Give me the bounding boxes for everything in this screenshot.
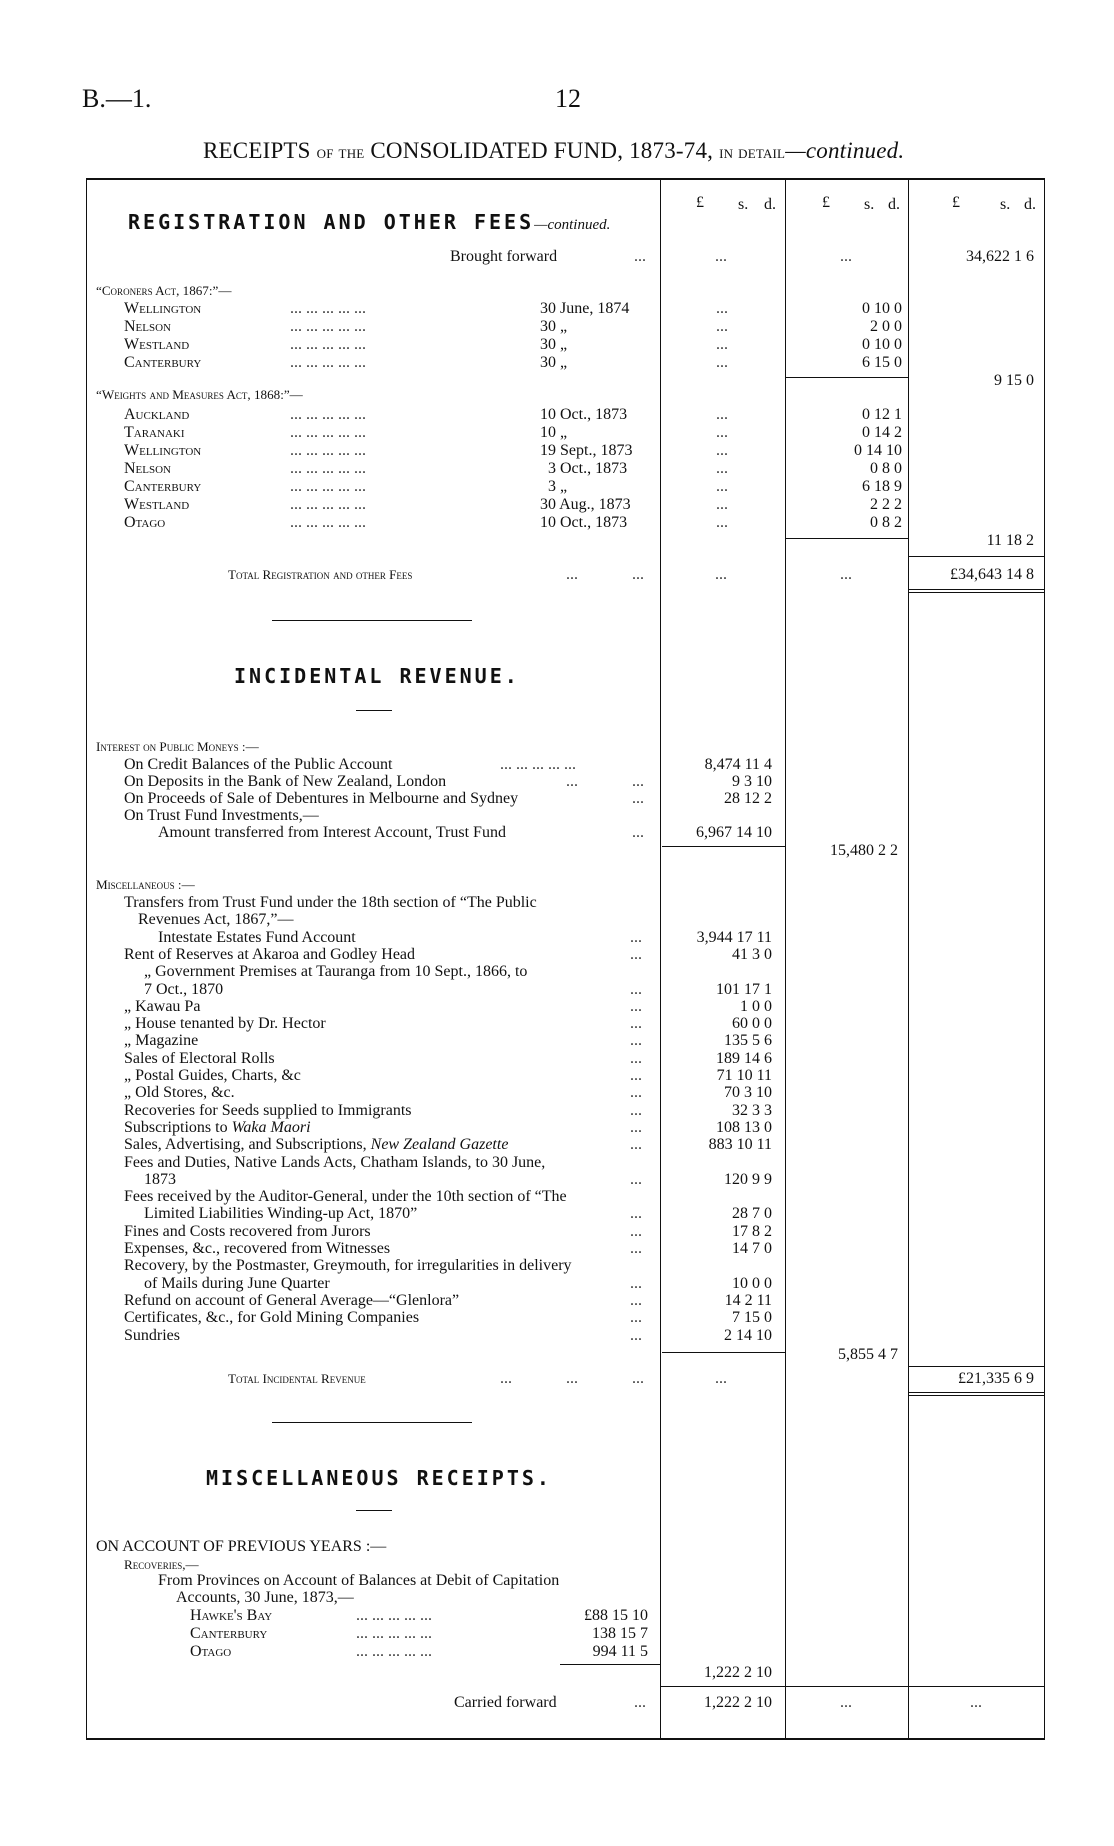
- misc-heading: Miscellaneous :—: [96, 877, 195, 892]
- dots: ...: [566, 1370, 578, 1387]
- dots: ...: [630, 1274, 642, 1292]
- dots: ...: [840, 1694, 852, 1711]
- weights-total: 11 18 2: [986, 532, 1034, 549]
- dots: ...: [630, 928, 642, 946]
- dots: ...: [630, 1084, 642, 1102]
- short-rule: [356, 1510, 392, 1511]
- dots: ...: [632, 566, 644, 583]
- double-rule: [909, 1395, 1044, 1396]
- misc-row-amount: 135 5 6: [724, 1032, 772, 1050]
- section-divider: [272, 1422, 472, 1423]
- double-rule: [909, 589, 1044, 590]
- page-number: 12: [555, 84, 581, 113]
- dots: ...: [715, 248, 727, 265]
- misc-row-amount: 3,944 17 11: [696, 928, 772, 946]
- misc-row-label: Sales, Advertising, and Subscriptions, New Zealand Gazette: [124, 1136, 509, 1154]
- misc-row-label: Intestate Estates Fund Account: [158, 928, 356, 946]
- interest-total: 15,480 2 2: [830, 842, 898, 859]
- dots: ...: [630, 997, 642, 1015]
- double-rule: [909, 592, 1044, 593]
- total-rule: [909, 556, 1044, 557]
- subtotal-rule: [662, 846, 785, 847]
- dots: ...: [630, 1118, 642, 1136]
- dots: ...: [630, 1170, 642, 1188]
- dots: ...: [630, 1240, 642, 1257]
- misc-row-label: of Mails during June Quarter: [144, 1274, 330, 1292]
- table-right-border: [1044, 178, 1045, 1740]
- misc-row-amount: 60 0 0: [732, 1015, 772, 1033]
- col-divider-1: [660, 178, 661, 1740]
- dots: ...: [630, 1291, 642, 1309]
- table-left-border: [86, 178, 87, 1740]
- misc-row-label: Transfers from Trust Fund under the 18th section of “The Public: [124, 894, 537, 911]
- carried-forward-amount: 1,222 2 10: [704, 1694, 772, 1711]
- interest-heading: Interest on Public Moneys :—: [96, 739, 259, 754]
- misc-row-amount: 14 2 11: [724, 1291, 772, 1309]
- section-heading-misc-receipts: MISCELLANEOUS RECEIPTS.: [206, 1466, 552, 1490]
- misc-row-label: Sundries: [124, 1326, 180, 1344]
- misc-row-amount: 17 8 2: [732, 1222, 772, 1240]
- misc-row-amount: 101 17 1: [716, 980, 772, 998]
- misc-row-amount: 41 3 0: [732, 945, 772, 963]
- misc-row-amount: 120 9 9: [724, 1170, 772, 1188]
- short-rule: [356, 710, 392, 711]
- total-registration-amount: £34,643 14 8: [950, 566, 1034, 583]
- dots: ...: [634, 1694, 646, 1711]
- col-divider-2: [785, 178, 786, 1740]
- dots: ...: [630, 1015, 642, 1033]
- misc-row-amount: 2 14 10: [724, 1326, 772, 1344]
- misc-row-label: Certificates, &c., for Gold Mining Companies: [124, 1309, 420, 1327]
- dots: ...: [630, 1101, 642, 1119]
- dots: ...: [630, 1049, 642, 1067]
- double-rule: [909, 1392, 1044, 1393]
- table-bottom-border: [86, 1738, 1044, 1740]
- misc-row-label: Recoveries for Seeds supplied to Immigrants: [124, 1101, 412, 1119]
- dots: ...: [970, 1694, 982, 1711]
- brought-forward-label: Brought forward: [450, 248, 558, 265]
- total-incidental-label: Total Incidental Revenue: [228, 1371, 366, 1386]
- misc-row-label: „ House tenanted by Dr. Hector: [124, 1015, 326, 1033]
- misc-row-amount: 70 3 10: [724, 1084, 772, 1102]
- recoveries-heading: Recoveries,—: [124, 1557, 199, 1572]
- misc-row-label: Recovery, by the Postmaster, Greymouth, for irregularities in delivery: [124, 1257, 572, 1275]
- misc-row-label: Fines and Costs recovered from Jurors: [124, 1222, 371, 1240]
- section-divider: [272, 620, 472, 621]
- dots: ...: [500, 1370, 512, 1387]
- misc-row-label: „ Postal Guides, Charts, &c: [124, 1067, 301, 1084]
- coroners-act-heading: “Coroners Act, 1867:”—: [96, 283, 232, 298]
- misc-row-label: Fees received by the Auditor-General, under the 10th section of “The: [124, 1188, 567, 1206]
- table-top-border: [86, 178, 1044, 180]
- dots: ...: [715, 1370, 727, 1387]
- dots: ...: [840, 566, 852, 583]
- misc-row-label: Limited Liabilities Winding-up Act, 1870”: [144, 1205, 418, 1223]
- col-divider-3: [908, 178, 909, 1740]
- provinces-total: 1,222 2 10: [704, 1664, 772, 1681]
- misc-row-label: „ Magazine: [124, 1032, 199, 1050]
- misc-row-amount: 32 3 3: [732, 1101, 772, 1119]
- total-rule: [909, 1366, 1044, 1367]
- dots: ...: [630, 1032, 642, 1050]
- weights-act-heading: “Weights and Measures Act, 1868:”—: [96, 387, 303, 402]
- subtotal-rule: [662, 1352, 785, 1353]
- dots: ...: [715, 566, 727, 583]
- total-incidental-amount: £21,335 6 9: [958, 1370, 1034, 1387]
- misc-row-amount: 883 10 11: [708, 1136, 772, 1154]
- misc-row-label: 7 Oct., 1870: [144, 980, 224, 998]
- section-heading-incidental: INCIDENTAL REVENUE.: [234, 664, 520, 688]
- dots: ...: [630, 1326, 642, 1344]
- dots: ...: [630, 980, 642, 998]
- dots: ...: [630, 1205, 642, 1223]
- section-heading-registration: REGISTRATION AND OTHER FEES—continued.: [128, 210, 611, 234]
- dots: ...: [630, 1309, 642, 1327]
- misc-row-amount: 108 13 0: [716, 1118, 772, 1136]
- dots: ...: [566, 566, 578, 583]
- dots: ...: [630, 1136, 642, 1154]
- dots: ...: [634, 248, 646, 265]
- dots: ...: [630, 945, 642, 963]
- previous-years-heading: ON ACCOUNT OF PREVIOUS YEARS :—: [96, 1538, 387, 1555]
- dots: ...: [840, 248, 852, 265]
- misc-row-amount: 10 0 0: [732, 1274, 772, 1292]
- dots: ...: [632, 1370, 644, 1387]
- dots: ...: [630, 1222, 642, 1240]
- misc-row-label: „ Old Stores, &c.: [124, 1084, 235, 1102]
- subtotal-rule: [560, 1664, 660, 1665]
- misc-row-label: Subscriptions to Waka Maori: [124, 1118, 311, 1136]
- accounts-text: Accounts, 30 June, 1873,—: [176, 1589, 354, 1606]
- brought-forward-total: 34,622 1 6: [966, 248, 1034, 265]
- document-code: B.—1.: [82, 84, 152, 113]
- coroners-total: 9 15 0: [994, 372, 1034, 389]
- misc-row-label: Rent of Reserves at Akaroa and Godley Head: [124, 945, 416, 963]
- carried-forward-label: Carried forward: [454, 1694, 557, 1711]
- subtotal-rule: [786, 377, 908, 378]
- subtotal-rule: [786, 538, 908, 539]
- from-provinces-text: From Provinces on Account of Balances at Debit of Capitation: [158, 1572, 560, 1589]
- carried-forward-rule: [660, 1686, 1044, 1687]
- misc-total: 5,855 4 7: [838, 1346, 898, 1363]
- misc-row-label: „ Government Premises at Tauranga from 10 Sept., 1866, to: [144, 963, 528, 981]
- total-registration-label: Total Registration and other Fees: [228, 567, 413, 582]
- dots: ...: [630, 1067, 642, 1084]
- misc-row-label: Fees and Duties, Native Lands Acts, Chatham Islands, to 30 June,: [124, 1153, 546, 1171]
- misc-row-label: Expenses, &c., recovered from Witnesses: [124, 1240, 391, 1257]
- misc-row-amount: 189 14 6: [716, 1049, 772, 1067]
- misc-row-amount: 71 10 11: [716, 1067, 772, 1084]
- misc-row-label: 1873: [144, 1170, 176, 1188]
- misc-row-amount: 28 7 0: [732, 1205, 772, 1223]
- misc-row-label: Revenues Act, 1867,”—: [138, 911, 294, 929]
- misc-row-label: „ Kawau Pa: [124, 997, 201, 1015]
- misc-row-amount: 1 0 0: [740, 997, 772, 1015]
- misc-row-amount: 14 7 0: [732, 1240, 772, 1257]
- misc-row-amount: 7 15 0: [732, 1309, 772, 1327]
- misc-row-label: Sales of Electoral Rolls: [124, 1049, 275, 1067]
- page-title: RECEIPTS of the CONSOLIDATED FUND, 1873-74, in detail—continued.: [203, 138, 905, 163]
- misc-row-label: Refund on account of General Average—“Glenlora”: [124, 1291, 460, 1309]
